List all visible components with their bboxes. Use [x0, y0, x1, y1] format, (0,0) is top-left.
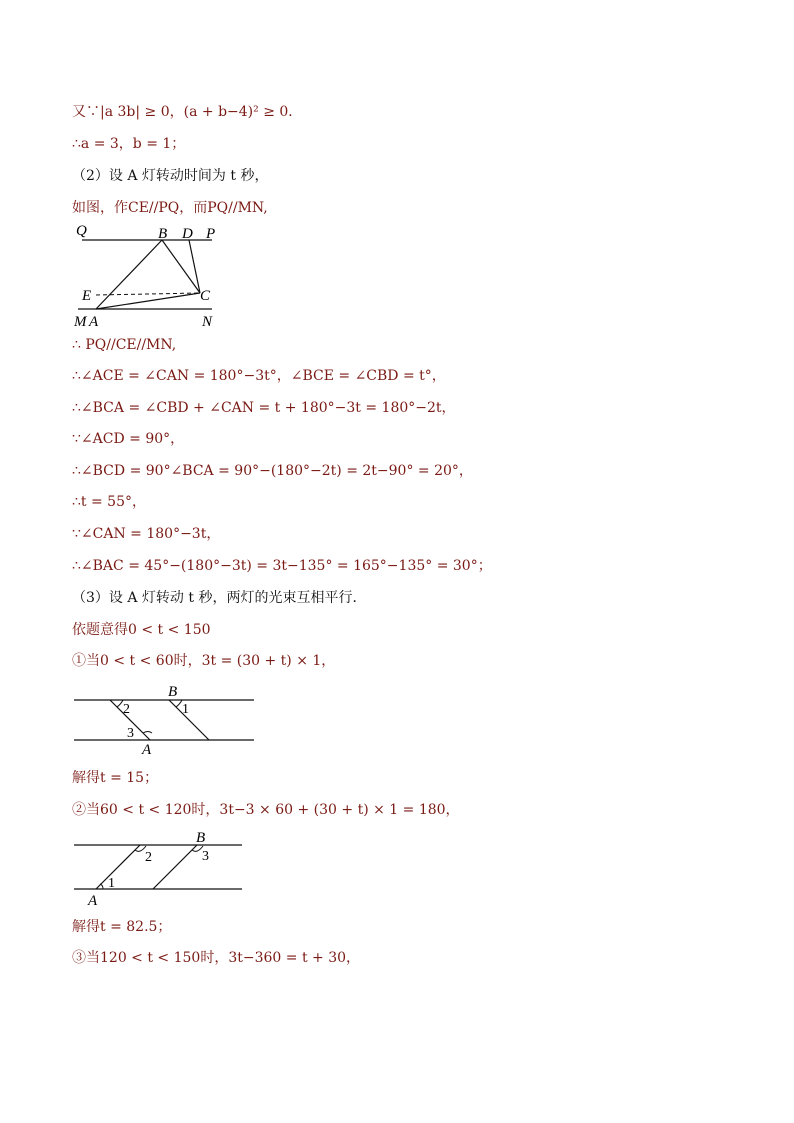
angle-label-2: 2	[145, 850, 152, 865]
text-line-8: ∵∠ACD = 90°，	[72, 431, 185, 447]
label-D: D	[182, 226, 193, 242]
text-line-13: （3）设 A 灯转动 t 秒，两灯的光束互相平行．	[72, 590, 367, 606]
label-B: B	[168, 684, 178, 700]
text-line-10: ∴t = 55°，	[72, 494, 146, 510]
label-C: C	[200, 288, 211, 304]
angle-label-3: 3	[127, 726, 134, 741]
label-E: E	[82, 288, 92, 304]
text-line-4: 如图，作CE//PQ，而PQ//MN,	[72, 200, 268, 216]
figure-2-diagram	[72, 682, 262, 764]
label-N: N	[202, 314, 213, 330]
figure-1-diagram	[72, 220, 232, 336]
text-line-11: ∵∠CAN = 180°−3t，	[72, 526, 221, 542]
text-line-16: 解得t = 15；	[72, 770, 159, 786]
angle-label-1: 1	[182, 702, 189, 717]
figure-3-diagram	[72, 826, 252, 912]
label-B: B	[158, 226, 168, 242]
text-line-19: ③当120 < t < 150时，3t−360 = t + 30，	[72, 950, 361, 966]
angle-label-3: 3	[202, 849, 209, 864]
text-line-7: ∴∠BCA = ∠CBD + ∠CAN = t + 180°−3t = 180°−2t，	[72, 400, 456, 416]
text-line-3: （2）设 A 灯转动时间为 t 秒，	[72, 168, 269, 184]
text-line-1: 又∵|a 3b| ≥ 0，(a + b−4)² ≥ 0．	[72, 104, 303, 120]
text-line-5: ∴ PQ//CE//MN,	[72, 337, 177, 353]
label-A: A	[142, 742, 152, 758]
angle-label-1: 1	[108, 876, 115, 891]
label-M: M	[74, 314, 87, 330]
text-line-14: 依题意得0 < t < 150	[72, 622, 211, 638]
text-line-6: ∴∠ACE = ∠CAN = 180°−3t°，∠BCE = ∠CBD = t°，	[72, 368, 446, 384]
label-P: P	[206, 226, 216, 242]
text-line-17: ②当60 < t < 120时，3t−3 × 60 + (30 + t) × 1 = 180，	[72, 802, 460, 818]
text-line-18: 解得t = 82.5；	[72, 919, 172, 935]
text-line-9: ∴∠BCD = 90°∠BCA = 90°−(180°−2t) = 2t−90° = 20°，	[72, 463, 473, 479]
label-A: A	[89, 314, 99, 330]
label-B: B	[196, 830, 206, 846]
text-line-12: ∴∠BAC = 45°−(180°−3t) = 3t−135° = 165°−135° = 30°；	[72, 558, 492, 574]
text-line-15: ①当0 < t < 60时，3t = (30 + t) × 1，	[72, 653, 336, 669]
text-line-2: ∴a = 3，b = 1；	[72, 136, 186, 152]
label-Q: Q	[76, 223, 87, 239]
label-A: A	[88, 893, 98, 908]
angle-label-2: 2	[123, 702, 130, 717]
